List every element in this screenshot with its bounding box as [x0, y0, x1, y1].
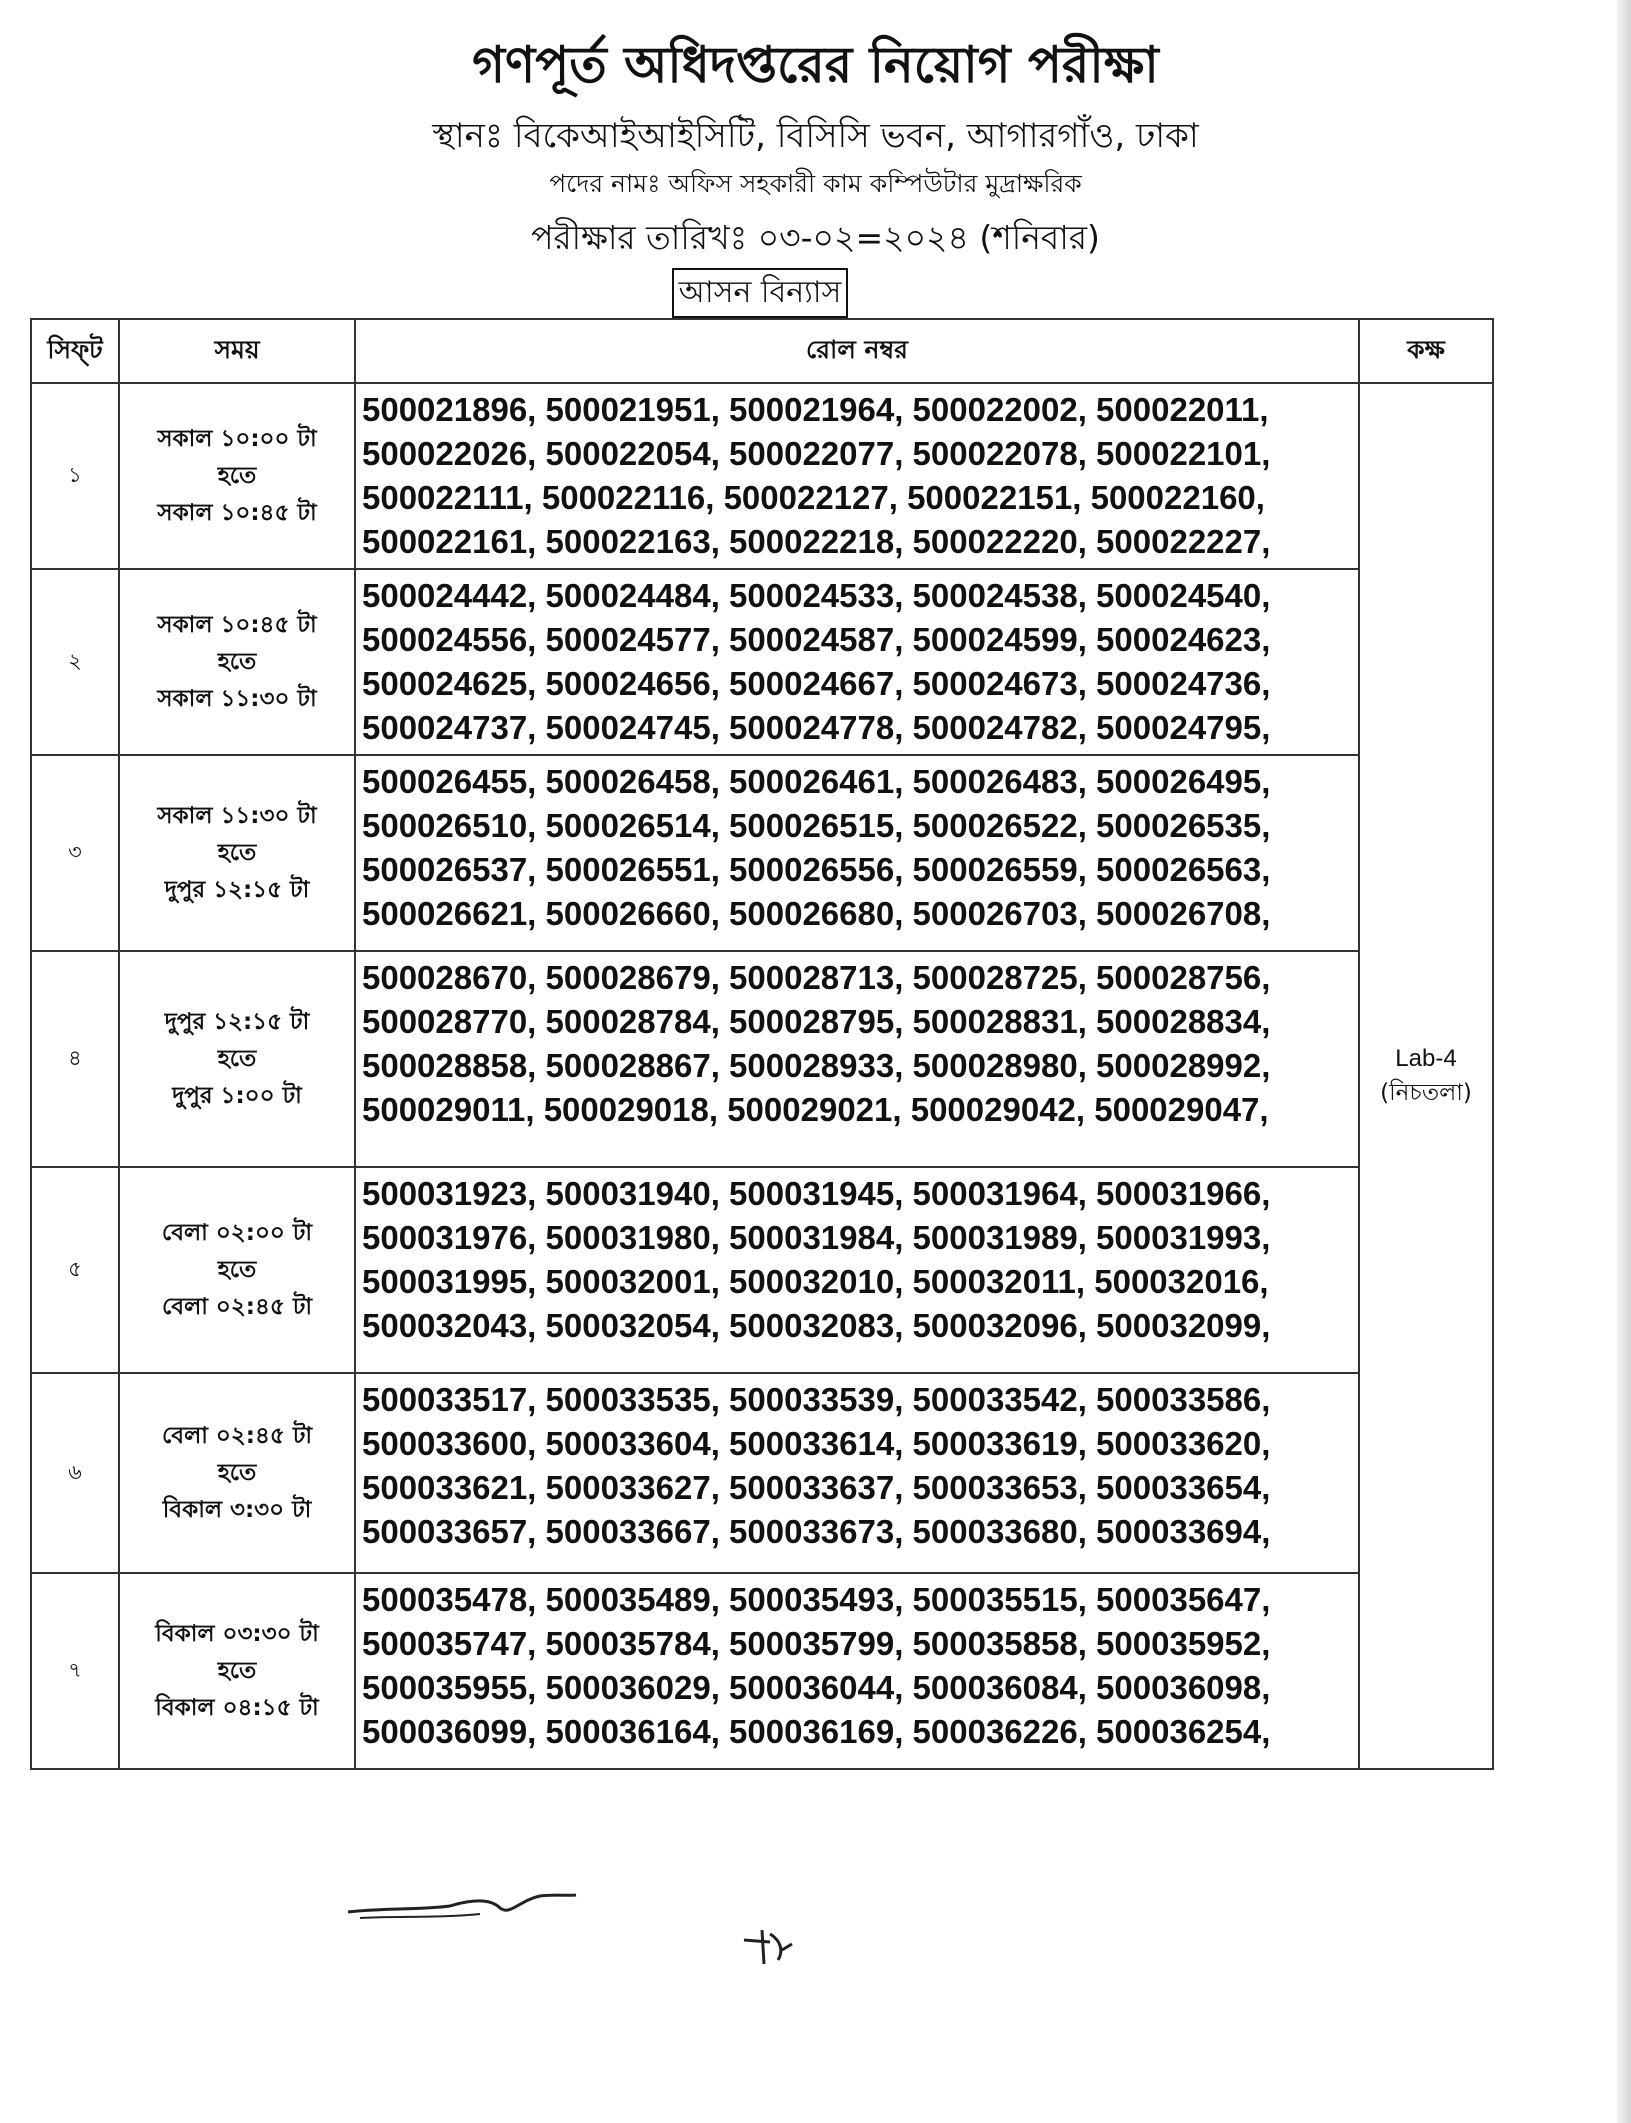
- roll-line: 500026455, 500026458, 500026461, 500026483, 500026495,: [362, 763, 1271, 800]
- roll-cell: [355, 569, 1359, 755]
- time-cell: [119, 755, 355, 951]
- time-start: সকাল ১০:৪৫ টা: [157, 611, 317, 638]
- time-end: বিকাল ০৪:১৫ টা: [155, 1694, 319, 1721]
- roll-line: 500036099, 500036164, 500036169, 500036226, 500036254,: [362, 1713, 1271, 1750]
- roll-cell: [355, 755, 1359, 951]
- time-connector: হতে: [217, 462, 257, 489]
- roll-line: 500035478, 500035489, 500035493, 500035515, 500035647,: [362, 1581, 1271, 1618]
- time-end: সকাল ১১:৩০ টা: [157, 685, 317, 712]
- shift-number: ২: [31, 569, 119, 755]
- roll-line: 500026537, 500026551, 500026556, 500026559, 500026563,: [362, 851, 1271, 888]
- column-header-room: কক্ষ: [1359, 319, 1493, 383]
- shift-number: ৬: [31, 1373, 119, 1573]
- time-cell: [119, 951, 355, 1167]
- time-connector: হতে: [217, 1657, 257, 1684]
- room-cell: [1359, 383, 1493, 1769]
- roll-line: 500031976, 500031980, 500031984, 500031989, 500031993,: [362, 1219, 1271, 1256]
- roll-line: 500026510, 500026514, 500026515, 500026522, 500026535,: [362, 807, 1271, 844]
- roll-cell: [355, 1573, 1359, 1769]
- table-row: [31, 569, 1493, 755]
- roll-line: 500035747, 500035784, 500035799, 500035858, 500035952,: [362, 1625, 1271, 1662]
- time-end: দুপুর ১২:১৫ টা: [164, 876, 310, 903]
- roll-line: 500024625, 500024656, 500024667, 500024673, 500024736,: [362, 665, 1271, 702]
- page-title: গণপূর্ত অধিদপ্তরের নিয়োগ পরীক্ষা: [472, 36, 1159, 94]
- roll-line: 500021896, 500021951, 500021964, 500022002, 500022011,: [362, 391, 1269, 428]
- room-code: Lab-4: [1395, 1045, 1457, 1072]
- time-end: সকাল ১০:৪৫ টা: [157, 499, 317, 526]
- room-floor: (নিচতলা): [1380, 1080, 1472, 1106]
- column-header-shift: সিফ্‌ট: [31, 319, 119, 383]
- roll-line: 500028858, 500028867, 500028933, 500028980, 500028992,: [362, 1047, 1271, 1084]
- shift-number: ৫: [31, 1167, 119, 1373]
- time-cell: [119, 383, 355, 569]
- roll-line: 500032043, 500032054, 500032083, 500032096, 500032099,: [362, 1307, 1271, 1344]
- seat-plan-table: [30, 318, 1494, 1770]
- time-cell: [119, 1167, 355, 1373]
- time-connector: হতে: [217, 1459, 257, 1486]
- roll-cell: [355, 1167, 1359, 1373]
- time-connector: হতে: [217, 839, 257, 866]
- table-row: [31, 1167, 1493, 1373]
- roll-cell: [355, 383, 1359, 569]
- column-header-time: সময়: [119, 319, 355, 383]
- roll-line: 500028670, 500028679, 500028713, 500028725, 500028756,: [362, 959, 1271, 996]
- roll-cell: [355, 1373, 1359, 1573]
- time-start: বেলা ০২:০০ টা: [161, 1219, 313, 1246]
- roll-line: 500028770, 500028784, 500028795, 500028831, 500028834,: [362, 1003, 1271, 1040]
- table-row: [31, 1373, 1493, 1573]
- time-connector: হতে: [217, 1045, 257, 1072]
- time-connector: হতে: [217, 1256, 257, 1283]
- shift-number: ১: [31, 383, 119, 569]
- time-start: সকাল ১১:৩০ টা: [157, 802, 317, 829]
- roll-line: 500031995, 500032001, 500032010, 500032011, 500032016,: [362, 1263, 1269, 1300]
- time-start: বিকাল ০৩:৩০ টা: [155, 1620, 319, 1647]
- roll-line: 500033657, 500033667, 500033673, 500033680, 500033694,: [362, 1513, 1271, 1550]
- table-row: [31, 755, 1493, 951]
- roll-line: 500022026, 500022054, 500022077, 500022078, 500022101,: [362, 435, 1271, 472]
- roll-line: 500022111, 500022116, 500022127, 500022151, 500022160,: [362, 479, 1265, 516]
- roll-line: 500026621, 500026660, 500026680, 500026703, 500026708,: [362, 895, 1271, 932]
- shift-number: ৭: [31, 1573, 119, 1769]
- page-edge-shadow: [1617, 0, 1631, 2123]
- exam-date-line: পরীক্ষার তারিখঃ ০৩-০২=২০২৪ (শনিবার): [531, 218, 1100, 257]
- roll-line: 500035955, 500036029, 500036044, 500036084, 500036098,: [362, 1669, 1271, 1706]
- table-row: [31, 951, 1493, 1167]
- table-row: [31, 383, 1493, 569]
- handwritten-initial: [740, 1920, 800, 1970]
- time-end: বেলা ০২:৪৫ টা: [161, 1293, 313, 1320]
- roll-line: 500029011, 500029018, 500029021, 500029042, 500029047,: [362, 1091, 1269, 1128]
- venue-line: স্থানঃ বিকেআইআইসিটি, বিসিসি ভবন, আগারগাঁও, ঢাকা: [432, 116, 1199, 156]
- column-header-roll: রোল নম্বর: [355, 319, 1359, 383]
- post-name-line: পদের নামঃ অফিস সহকারী কাম কম্পিউটার মুদ্রাক্ষরিক: [549, 169, 1082, 198]
- handwritten-signature: [340, 1870, 580, 1930]
- roll-line: 500024737, 500024745, 500024778, 500024782, 500024795,: [362, 709, 1271, 746]
- time-start: বেলা ০২:৪৫ টা: [161, 1422, 313, 1449]
- time-cell: [119, 569, 355, 755]
- roll-line: 500022161, 500022163, 500022218, 500022220, 500022227,: [362, 523, 1271, 560]
- roll-line: 500033621, 500033627, 500033637, 500033653, 500033654,: [362, 1469, 1271, 1506]
- table-row: [31, 1573, 1493, 1769]
- shift-number: ৩: [31, 755, 119, 951]
- time-cell: [119, 1573, 355, 1769]
- roll-line: 500033600, 500033604, 500033614, 500033619, 500033620,: [362, 1425, 1271, 1462]
- time-end: বিকাল ৩:৩০ টা: [162, 1496, 312, 1523]
- roll-cell: [355, 951, 1359, 1167]
- seat-plan-label: আসন বিন্যাস: [672, 268, 848, 318]
- time-connector: হতে: [217, 648, 257, 675]
- roll-line: 500033517, 500033535, 500033539, 500033542, 500033586,: [362, 1381, 1271, 1418]
- time-start: দুপুর ১২:১৫ টা: [164, 1008, 310, 1035]
- shift-number: ৪: [31, 951, 119, 1167]
- roll-line: 500024442, 500024484, 500024533, 500024538, 500024540,: [362, 577, 1271, 614]
- roll-line: 500031923, 500031940, 500031945, 500031964, 500031966,: [362, 1175, 1271, 1212]
- table-header-row: [31, 319, 1493, 383]
- time-end: দুপুর ১:০০ টা: [172, 1082, 302, 1109]
- roll-line: 500024556, 500024577, 500024587, 500024599, 500024623,: [362, 621, 1271, 658]
- time-start: সকাল ১০:০০ টা: [157, 425, 317, 452]
- time-cell: [119, 1373, 355, 1573]
